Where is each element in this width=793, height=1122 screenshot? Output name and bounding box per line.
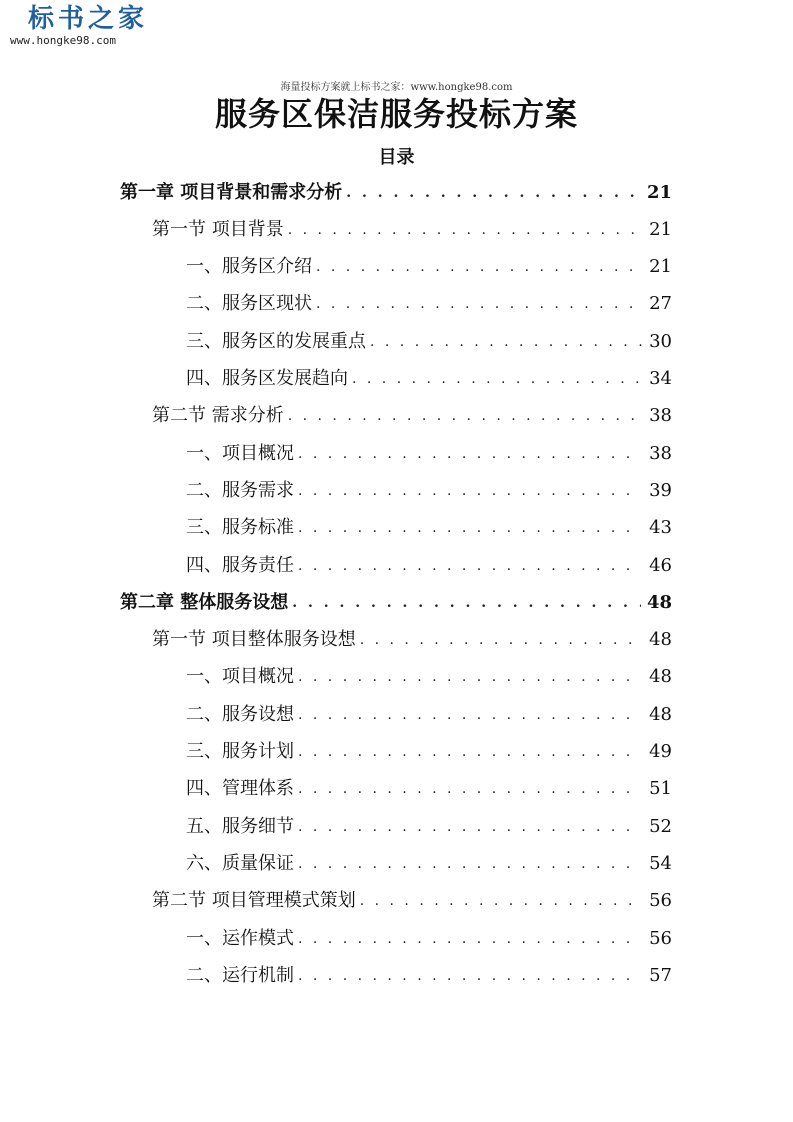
toc-entry[interactable] <box>186 808 672 845</box>
toc-entry[interactable] <box>186 771 672 808</box>
toc-leader-dots <box>298 927 642 951</box>
toc-entry[interactable] <box>120 174 672 211</box>
toc-entry[interactable] <box>186 323 672 360</box>
logo-url: www.hongke98.com <box>10 34 116 47</box>
toc-entry-label: 六、质量保证 <box>186 852 294 874</box>
toc-entry[interactable] <box>186 659 672 696</box>
toc-entry[interactable] <box>186 696 672 733</box>
toc-entry-page-number: 48 <box>649 666 672 688</box>
toc-entry-label: 四、管理体系 <box>186 778 294 800</box>
toc-entry-label: 二、运行机制 <box>186 964 294 986</box>
toc-entry-page-number: 30 <box>649 330 672 352</box>
toc-entry[interactable] <box>152 883 672 920</box>
header-note: 海量投标方案就上标书之家：www.hongke98.com <box>280 82 513 93</box>
toc-entry-page-number: 48 <box>649 629 672 651</box>
toc-entry-page-number: 21 <box>646 181 672 203</box>
toc-entry[interactable] <box>186 361 672 398</box>
toc-leader-dots <box>298 777 642 801</box>
toc-entry-label: 二、服务需求 <box>186 479 294 501</box>
toc-entry[interactable] <box>186 472 672 509</box>
toc-leader-dots <box>298 852 642 876</box>
toc-leader-dots <box>298 554 642 578</box>
toc-leader-dots <box>292 591 641 615</box>
toc-entry[interactable] <box>186 957 672 994</box>
toc-entry[interactable] <box>186 845 672 882</box>
toc-entry-label: 五、服务细节 <box>186 815 294 837</box>
toc-leader-dots <box>288 404 642 428</box>
toc-entry-label: 四、服务区发展趋向 <box>186 368 348 389</box>
toc-entry-label: 一、运作模式 <box>186 927 294 949</box>
toc-entry-page-number: 34 <box>649 368 672 389</box>
toc-entry-page-number: 48 <box>649 703 672 725</box>
toc-entry-page-number: 52 <box>649 815 672 837</box>
toc-leader-dots <box>298 516 642 540</box>
toc-entry-label: 二、服务设想 <box>186 703 294 725</box>
toc-entry-page-number: 39 <box>649 479 672 501</box>
toc-leader-dots <box>288 218 642 242</box>
toc-entry-page-number: 38 <box>649 442 672 464</box>
toc-entry-label: 三、服务标准 <box>186 517 294 539</box>
toc-leader-dots <box>316 292 642 316</box>
toc-entry[interactable] <box>186 734 672 771</box>
toc-entry-page-number: 21 <box>649 218 672 240</box>
toc-leader-dots <box>298 740 642 764</box>
toc-leader-dots <box>298 815 642 839</box>
toc-leader-dots <box>352 367 642 391</box>
toc-entry-page-number: 56 <box>649 890 672 912</box>
toc-leader-dots <box>298 442 642 466</box>
toc-entry-label: 三、服务计划 <box>186 741 294 762</box>
toc-entry[interactable] <box>186 435 672 472</box>
toc-leader-dots <box>370 330 642 354</box>
toc-entry-label: 第一章 项目背景和需求分析 <box>120 181 343 203</box>
toc-leader-dots <box>298 479 642 503</box>
logo-name: 标书之家 <box>28 4 149 34</box>
toc-entry-page-number: 51 <box>649 778 672 800</box>
document-title: 服务区保洁服务投标方案 <box>214 95 578 133</box>
toc-entry[interactable] <box>186 510 672 547</box>
toc-heading: 目录 <box>378 147 415 168</box>
toc-entry[interactable] <box>152 398 672 435</box>
toc-entry-page-number: 56 <box>649 927 672 949</box>
toc-entry[interactable] <box>186 547 672 584</box>
toc-entry-page-number: 57 <box>649 964 672 986</box>
toc-entry-label: 第二节 需求分析 <box>152 405 284 427</box>
toc-entry-page-number: 54 <box>649 852 672 874</box>
toc-entry-label: 四、服务责任 <box>186 554 294 576</box>
toc-entry-label: 第二节 项目管理模式策划 <box>152 890 356 912</box>
toc-entry-label: 第二章 整体服务设想 <box>120 591 289 613</box>
toc-entry-page-number: 27 <box>649 293 672 315</box>
toc-leader-dots <box>298 703 642 727</box>
toc-entry-page-number: 48 <box>646 591 672 613</box>
toc-entry-label: 一、项目概况 <box>186 442 294 464</box>
toc-leader-dots <box>298 665 642 689</box>
toc-leader-dots <box>298 964 642 988</box>
toc-entry[interactable] <box>152 211 672 248</box>
toc-entry-label: 第一节 项目背景 <box>152 218 284 240</box>
toc-entry-label: 二、服务区现状 <box>186 293 312 315</box>
toc-entry-page-number: 46 <box>649 554 672 576</box>
toc-entry[interactable] <box>120 584 672 621</box>
toc-leader-dots <box>316 255 642 279</box>
site-logo[interactable] <box>8 4 168 48</box>
toc-entry-label: 一、服务区介绍 <box>186 256 312 278</box>
toc-entry-label: 一、项目概况 <box>186 666 294 688</box>
toc-entry-label: 三、服务区的发展重点 <box>186 330 366 352</box>
toc-entry[interactable] <box>186 286 672 323</box>
toc-entry[interactable] <box>152 622 672 659</box>
toc-leader-dots <box>360 628 642 652</box>
toc-entry[interactable] <box>186 920 672 957</box>
toc-entry-page-number: 43 <box>649 517 672 539</box>
toc-leader-dots <box>360 889 642 913</box>
toc-entry-page-number: 21 <box>649 256 672 278</box>
toc-entry-page-number: 49 <box>649 741 672 762</box>
toc-entry[interactable] <box>186 249 672 286</box>
toc-leader-dots <box>346 181 641 205</box>
toc-entry-label: 第一节 项目整体服务设想 <box>152 629 356 651</box>
toc-entry-page-number: 38 <box>649 405 672 427</box>
